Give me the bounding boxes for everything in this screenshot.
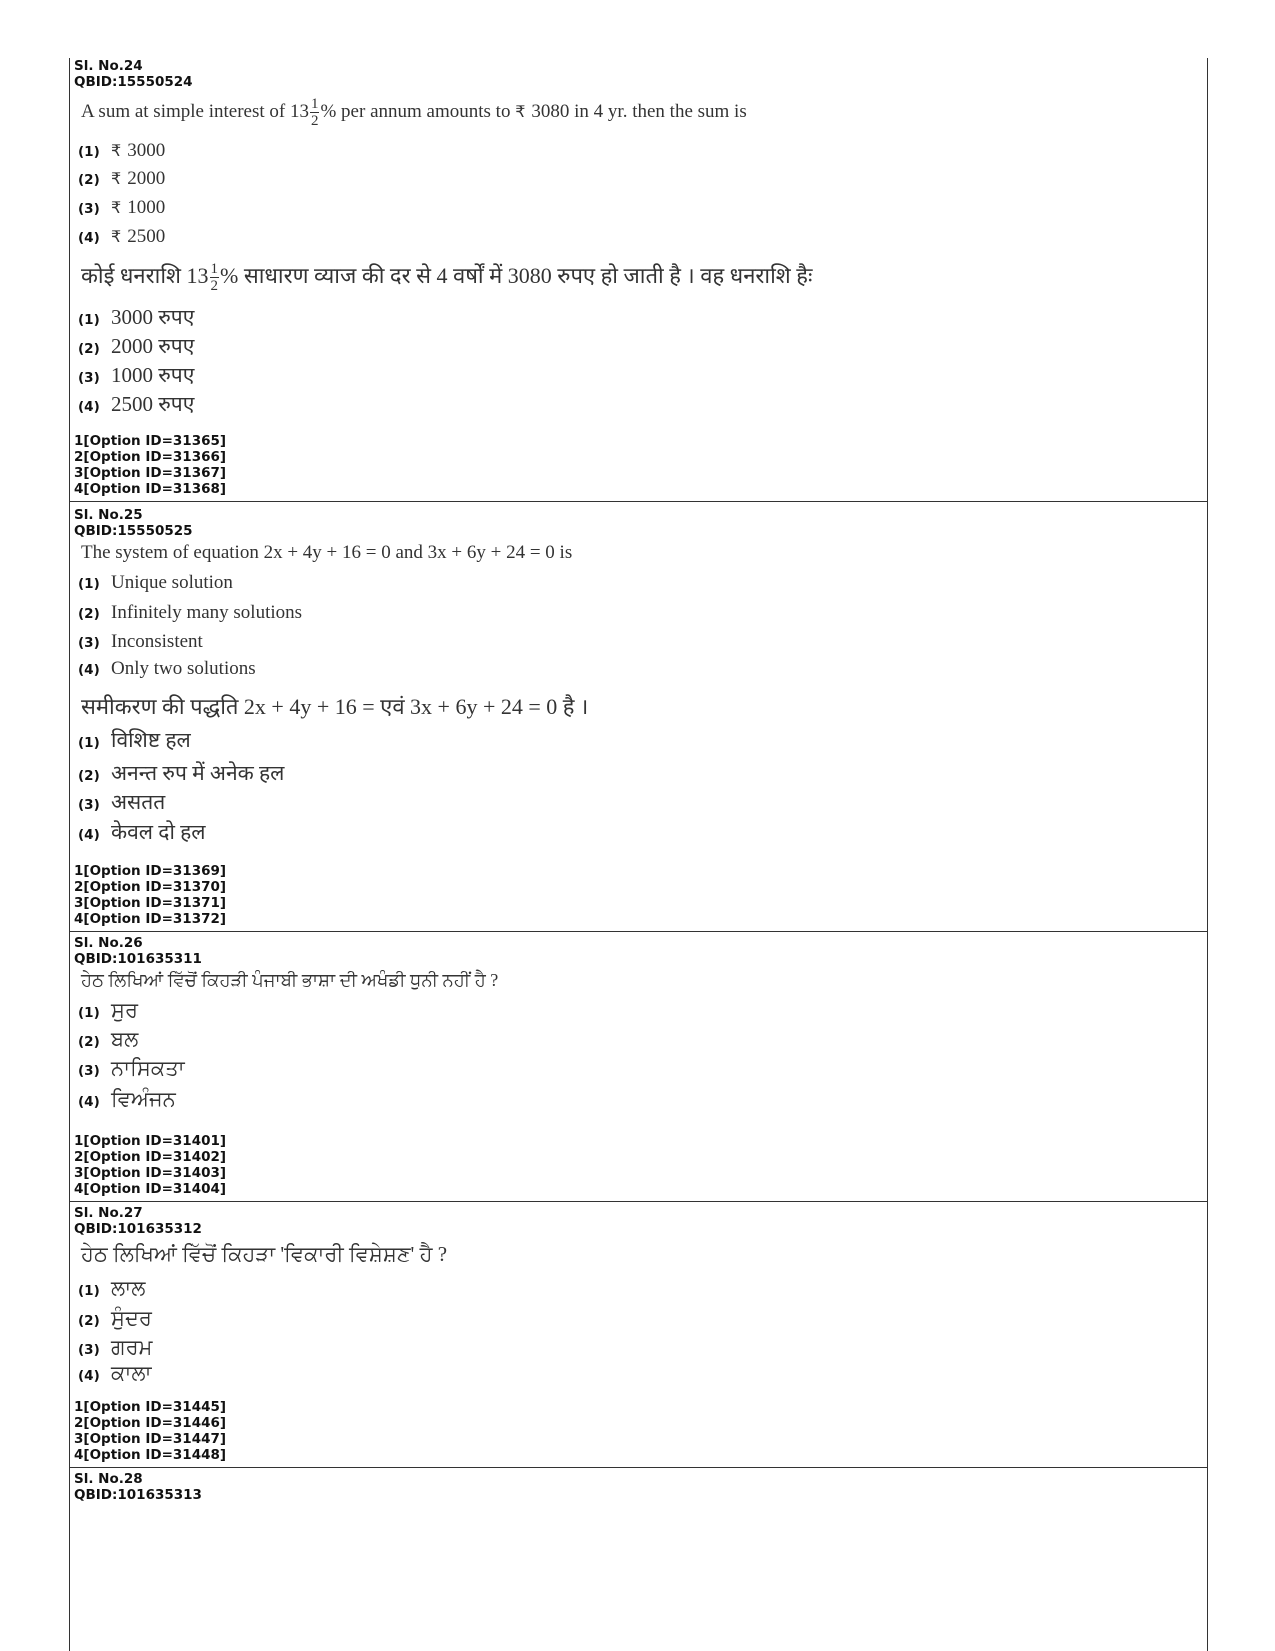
option-hi-2[interactable]: (2) अनन्त रुप में अनेक हल xyxy=(78,761,285,785)
question-block-27 xyxy=(70,1202,1207,1468)
question-block-26 xyxy=(70,932,1207,1202)
option-hi-1[interactable]: (1) 3000 रुपए xyxy=(78,305,195,329)
option-hi-2[interactable]: (2) 2000 रुपए xyxy=(78,334,195,358)
option-hi-3[interactable]: (3) 1000 रुपए xyxy=(78,363,195,387)
qbid: QBID:101635311 xyxy=(74,951,202,967)
rupee-symbol: ₹ xyxy=(111,198,122,217)
serial-number: Sl. No.27 xyxy=(74,1205,143,1221)
option-3[interactable]: (3) ਗਰਮ xyxy=(78,1335,153,1359)
fraction: $\frac{1}{2}$ xyxy=(310,96,319,129)
question-paper-frame xyxy=(69,58,1208,1651)
option-en-4[interactable]: (4) ₹ 2500 xyxy=(78,226,166,247)
rupee-symbol: ₹ xyxy=(111,169,122,188)
question-stem-punjabi: ਹੇਠ ਲਿਖਿਆਂ ਵਿੱਚੋਂ ਕਿਹੜੀ ਪੰਜਾਬੀ ਭਾਸ਼ਾ ਦੀ ਅਖੰਡੀ ਧੁਨੀ ਨਹੀਂ ਹੈ ? xyxy=(81,970,499,990)
question-stem-punjabi: ਹੇਠ ਲਿਖਿਆਂ ਵਿੱਚੋਂ ਕਿਹੜਾ 'ਵਿਕਾਰੀ ਵਿਸ਼ੇਸ਼ਣ' ਹੈ ? xyxy=(81,1242,448,1266)
option-id-list: 1[Option ID=31445] 2[Option ID=31446] 3[Option ID=31447] 4[Option ID=31448] xyxy=(74,1399,227,1463)
option-id-list: 1[Option ID=31401] 2[Option ID=31402] 3[Option ID=31403] 4[Option ID=31404] xyxy=(74,1133,227,1197)
option-3[interactable]: (3) ਨਾਸਿਕਤਾ xyxy=(78,1056,185,1080)
option-1[interactable]: (1) ਲਾਲ xyxy=(78,1276,146,1300)
rupee-symbol: ₹ xyxy=(111,227,122,246)
option-en-3[interactable]: (3) Inconsistent xyxy=(78,631,203,652)
option-hi-1[interactable]: (1) विशिष्ट हल xyxy=(78,728,191,752)
option-4[interactable]: (4) ਕਾਲਾ xyxy=(78,1361,152,1385)
fraction: $\frac{1}{2}$ xyxy=(210,261,218,295)
option-en-2[interactable]: (2) ₹ 2000 xyxy=(78,168,166,189)
option-en-3[interactable]: (3) ₹ 1000 xyxy=(78,197,166,218)
question-stem-english: The system of equation 2x + 4y + 16 = 0 and 3x + 6y + 24 = 0 is xyxy=(81,542,573,563)
question-stem-hindi: कोई धनराशि 13 $\frac{1}{2}$ % साधारण व्याज की दर से 4 वर्षों में 3080 रुपए हो जाती है । वह धनराशि हैः xyxy=(81,261,813,295)
qbid: QBID:15550525 xyxy=(74,523,193,539)
option-2[interactable]: (2) ਸੁੰਦਰ xyxy=(78,1306,152,1330)
serial-number: Sl. No.24 xyxy=(74,58,143,74)
option-en-2[interactable]: (2) Infinitely many solutions xyxy=(78,602,303,623)
option-hi-4[interactable]: (4) केवल दो हल xyxy=(78,820,206,844)
option-hi-3[interactable]: (3) असतत xyxy=(78,790,166,814)
qbid: QBID:101635313 xyxy=(74,1487,202,1503)
qbid: QBID:15550524 xyxy=(74,74,193,90)
qbid: QBID:101635312 xyxy=(74,1221,202,1237)
option-en-4[interactable]: (4) Only two solutions xyxy=(78,658,256,679)
rupee-symbol: ₹ xyxy=(111,141,122,160)
option-en-1[interactable]: (1) ₹ 3000 xyxy=(78,140,166,161)
option-2[interactable]: (2) ਬਲ xyxy=(78,1027,139,1051)
option-id-list: 1[Option ID=31369] 2[Option ID=31370] 3[Option ID=31371] 4[Option ID=31372] xyxy=(74,863,227,927)
option-1[interactable]: (1) ਸੁਰ xyxy=(78,998,139,1022)
serial-number: Sl. No.28 xyxy=(74,1471,143,1487)
question-block-24 xyxy=(70,58,1207,502)
option-en-1[interactable]: (1) Unique solution xyxy=(78,572,233,593)
rupee-symbol: ₹ xyxy=(515,101,526,121)
option-hi-4[interactable]: (4) 2500 रुपए xyxy=(78,392,195,416)
option-id-list: 1[Option ID=31365] 2[Option ID=31366] 3[Option ID=31367] 4[Option ID=31368] xyxy=(74,433,227,497)
question-stem-hindi: समीकरण की पद्धति 2x + 4y + 16 = एवं 3x + 6y + 24 = 0 है । xyxy=(81,694,589,719)
option-4[interactable]: (4) ਵਿਅੰਜਨ xyxy=(78,1087,176,1111)
question-stem-english: A sum at simple interest of 13 $\frac{1}{2}$ % per annum amounts to ₹ 3080 in 4 yr. then the sum is xyxy=(81,96,747,129)
serial-number: Sl. No.26 xyxy=(74,935,143,951)
question-block-25 xyxy=(70,502,1207,932)
serial-number: Sl. No.25 xyxy=(74,507,143,523)
